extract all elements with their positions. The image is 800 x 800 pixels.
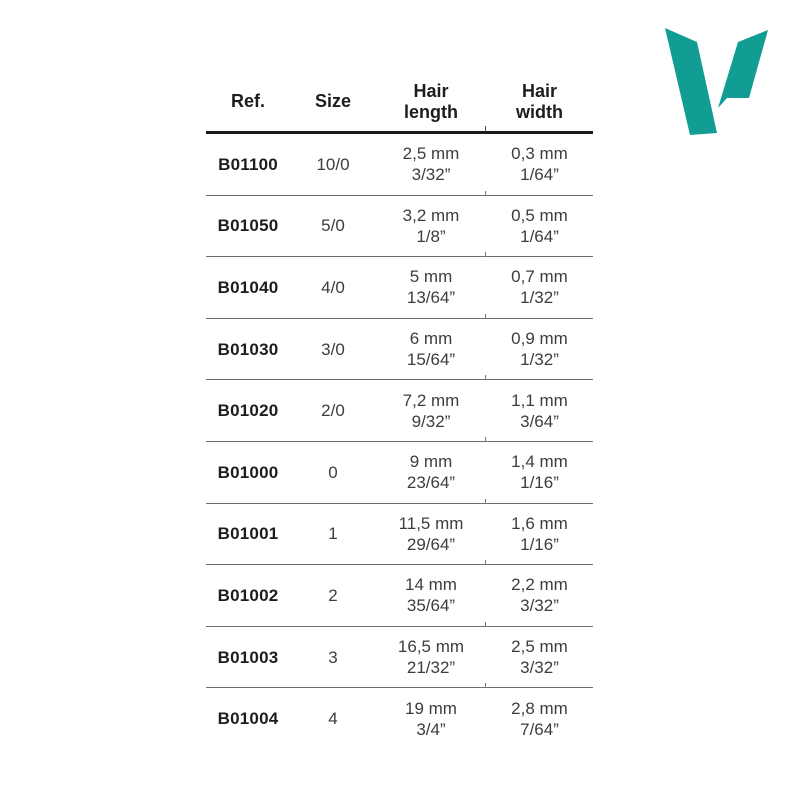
hair-length-inch: 3/4” (416, 719, 446, 739)
header-ref: Ref. (230, 91, 265, 111)
hair-length-inch: 1/8” (416, 226, 446, 246)
hair-length-cell (376, 513, 486, 555)
hair-width-inch: 1/16” (520, 534, 559, 554)
hair-width-cell (486, 266, 593, 308)
hair-length-inch: 15/64” (406, 350, 456, 370)
size-chart-table (206, 72, 593, 749)
hair-length-mm: 7,2 mm (402, 390, 460, 410)
hair-width-mm: 2,5 mm (511, 637, 568, 657)
hair-width-inch: 1/32” (520, 350, 559, 370)
hair-length-cell (376, 390, 486, 432)
hair-length-inch: 23/64” (406, 473, 456, 493)
hair-length-inch: 13/64” (406, 288, 456, 308)
hair-width-inch: 1/64” (520, 165, 559, 185)
hair-width-inch: 1/32” (520, 288, 559, 308)
header-hair-length-line2: length (404, 101, 458, 122)
table-body (206, 134, 593, 749)
hair-length-cell (376, 574, 486, 616)
table-row (206, 564, 593, 626)
hair-length-mm: 6 mm (409, 329, 453, 349)
table-header-row (206, 72, 593, 134)
size-cell: 10/0 (316, 154, 350, 174)
ref-cell: B01040 (217, 277, 279, 297)
size-cell: 1 (328, 524, 338, 544)
v-brand-logo (650, 8, 780, 138)
table-row (206, 379, 593, 441)
v-logo-icon (650, 8, 780, 138)
hair-length-inch: 29/64” (406, 534, 456, 554)
hair-width-mm: 2,8 mm (511, 698, 568, 718)
hair-length-cell (376, 636, 486, 678)
hair-width-cell (486, 328, 593, 370)
table-row (206, 195, 593, 257)
v-logo-right-stroke (718, 30, 768, 108)
hair-width-inch: 1/64” (520, 226, 559, 246)
hair-width-cell (486, 143, 593, 185)
table-row (206, 134, 593, 195)
header-hair-length-line1: Hair (413, 80, 449, 101)
header-hair-length (376, 81, 486, 123)
hair-width-cell (486, 451, 593, 493)
hair-length-inch: 21/32” (406, 658, 456, 678)
hair-length-mm: 14 mm (405, 575, 457, 595)
ref-cell: B01004 (217, 709, 279, 729)
hair-length-mm: 3,2 mm (402, 205, 460, 225)
hair-length-cell (376, 451, 486, 493)
hair-length-mm: 11,5 mm (398, 513, 464, 533)
header-size: Size (314, 91, 352, 111)
hair-width-cell (486, 574, 593, 616)
hair-length-mm: 5 mm (409, 267, 453, 287)
table-row (206, 441, 593, 503)
hair-width-inch: 7/64” (520, 719, 559, 739)
hair-length-inch: 3/32” (411, 165, 451, 185)
hair-width-cell (486, 636, 593, 678)
hair-length-cell (376, 205, 486, 247)
hair-width-mm: 0,9 mm (511, 329, 568, 349)
size-cell: 4/0 (321, 277, 345, 297)
hair-length-cell (376, 328, 486, 370)
ref-cell: B01050 (217, 216, 279, 236)
hair-width-mm: 1,6 mm (511, 513, 568, 533)
size-cell: 3 (328, 647, 338, 667)
ref-cell: B01030 (217, 339, 279, 359)
hair-width-mm: 2,2 mm (511, 575, 568, 595)
hair-width-inch: 1/16” (520, 473, 559, 493)
size-cell: 2 (328, 585, 338, 605)
hair-width-inch: 3/32” (520, 596, 559, 616)
hair-width-mm: 1,4 mm (511, 452, 568, 472)
table-row (206, 318, 593, 380)
hair-width-mm: 1,1 mm (511, 390, 568, 410)
hair-width-mm: 0,5 mm (511, 205, 568, 225)
ref-cell: B01000 (217, 462, 279, 482)
hair-width-inch: 3/64” (520, 411, 559, 431)
hair-length-cell (376, 698, 486, 740)
header-hair-width (486, 81, 593, 123)
hair-width-mm: 0,3 mm (511, 144, 568, 164)
size-cell: 5/0 (321, 216, 345, 236)
hair-width-mm: 0,7 mm (511, 267, 568, 287)
table-row (206, 626, 593, 688)
table-row (206, 256, 593, 318)
hair-width-inch: 3/32” (520, 658, 559, 678)
table-row (206, 687, 593, 749)
ref-cell: B01020 (217, 401, 279, 421)
ref-cell: B01003 (217, 647, 279, 667)
header-hair-width-line2: width (516, 101, 563, 122)
hair-length-mm: 16,5 mm (397, 637, 465, 657)
hair-length-cell (376, 143, 486, 185)
hair-length-mm: 9 mm (409, 452, 453, 472)
ref-cell: B01001 (217, 524, 279, 544)
hair-width-cell (486, 513, 593, 555)
hair-width-cell (486, 205, 593, 247)
hair-width-cell (486, 698, 593, 740)
hair-length-cell (376, 266, 486, 308)
header-hair-width-line1: Hair (521, 80, 557, 101)
hair-length-mm: 2,5 mm (402, 144, 460, 164)
size-cell: 2/0 (321, 401, 345, 421)
hair-length-inch: 35/64” (406, 596, 456, 616)
table-row (206, 503, 593, 565)
ref-cell: B01002 (217, 585, 279, 605)
ref-cell: B01100 (218, 154, 278, 174)
size-cell: 3/0 (321, 339, 345, 359)
hair-length-mm: 19 mm (405, 698, 457, 718)
size-cell: 4 (328, 709, 338, 729)
size-cell: 0 (328, 462, 338, 482)
hair-width-cell (486, 390, 593, 432)
hair-length-inch: 9/32” (411, 411, 451, 431)
v-logo-left-stroke (665, 28, 717, 135)
